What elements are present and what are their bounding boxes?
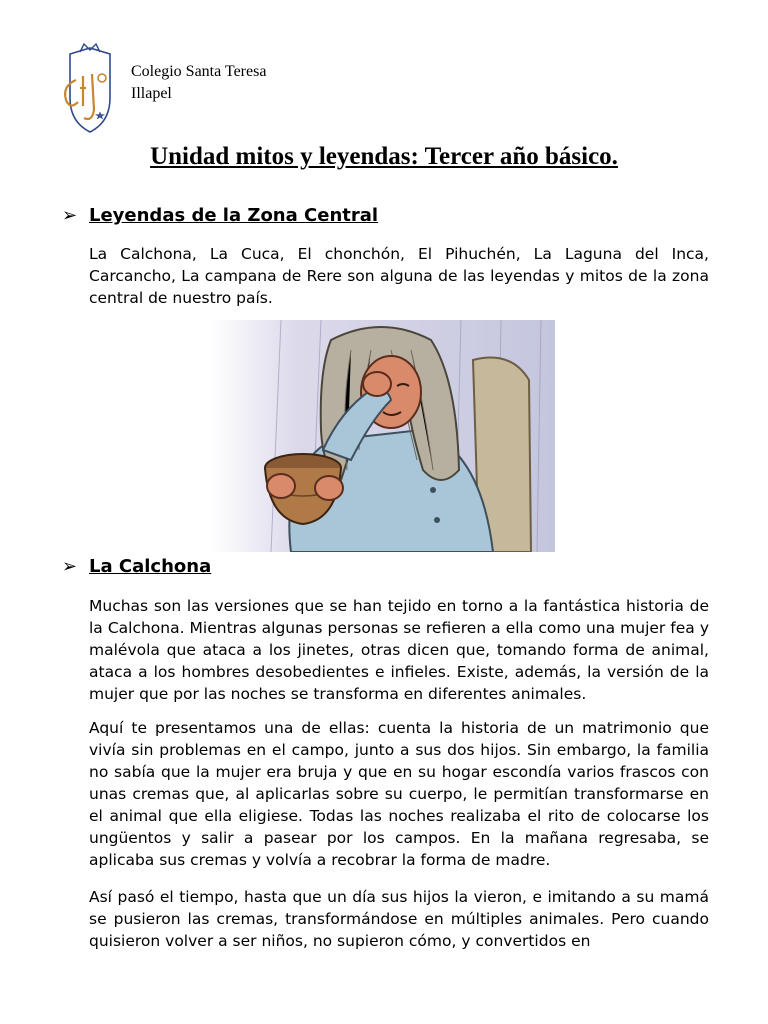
school-info [131, 61, 266, 105]
paragraph-calchona-1: Muchas son las versiones que se han tejido en torno a la fantástica historia de la Calchona. Mientras algunas personas se refieren a ella como una mujer fea y malévola que ataca a los jinetes, otras dicen que, tomando forma de animal, ataca a los hombres desobedientes e infieles. Existe, además, la versión de la mujer que por las noches se transforma en diferentes animales. [89, 597, 709, 703]
school-logo [56, 40, 124, 136]
school-city: Illapel [131, 85, 172, 102]
paragraph-calchona-2: Aquí te presentamos una de ellas: cuenta la historia de un matrimonio que vivía sin problemas en el campo, junto a sus dos hijos. Sin embargo, la familia no sabía que la mujer era bruja y que en su hogar escondía varios frascos con unas cremas que, al aplicarlas sobre su cuerpo, le permitían transformarse en el animal que ella eligiese. Todas las noches realizaba el rito de colocarse los ungüentos y salir a pasear por los campos. En la mañana regresaba, se aplicaba sus cremas y volvía a recobrar la forma de madre. [89, 719, 709, 869]
page-title: Unidad mitos y leyendas: Tercer año básico. [150, 143, 618, 170]
school-name: Colegio Santa Teresa [131, 63, 267, 80]
bullet-arrow-icon: ➢ [62, 205, 78, 226]
bullet-arrow-icon: ➢ [62, 556, 78, 577]
section-heading-text: Leyendas de la Zona Central [89, 205, 379, 226]
section-heading-text: La Calchona [89, 556, 212, 577]
section-heading-calchona [62, 556, 211, 578]
section-heading-leyendas [62, 205, 378, 227]
paragraph-leyendas-intro: La Calchona, La Cuca, El chonchón, El Pihuchén, La Laguna del Inca, Carcancho, La campana de Rere son alguna de las leyendas y mitos de la zona central de nuestro país. [89, 245, 709, 307]
paragraph-calchona-3: Así pasó el tiempo, hasta que un día sus hijos la vieron, e imitando a su mamá se pusieron las cremas, transformándose en múltiples animales. Pero cuando quisieron volver a ser niños, no supieron cómo, y convertidos en [89, 888, 709, 950]
calchona-illustration [211, 320, 555, 552]
